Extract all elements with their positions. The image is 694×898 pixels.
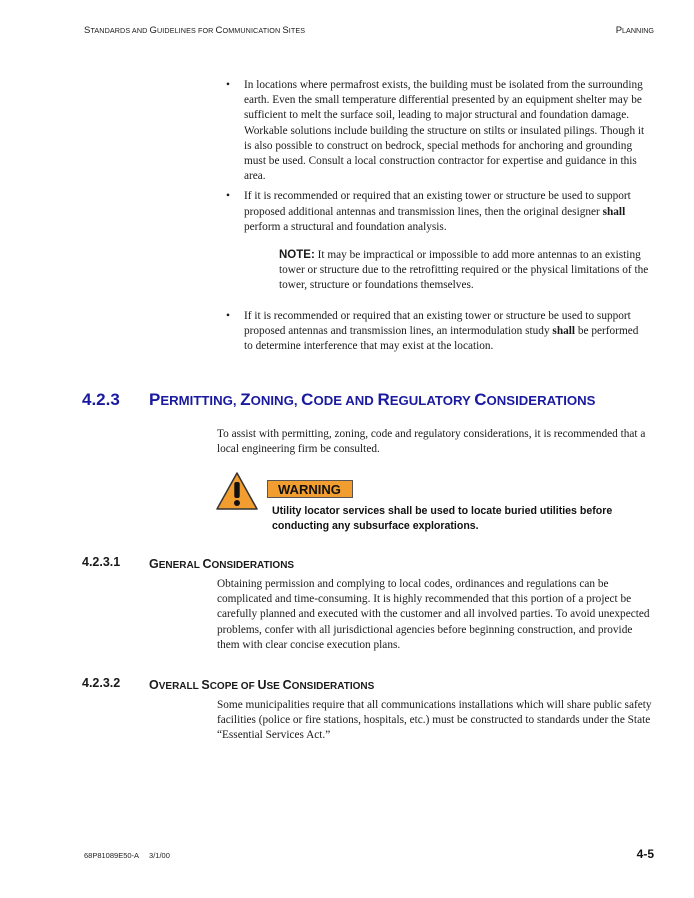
running-header-left-part: COMMUNICATION bbox=[215, 25, 283, 36]
running-header-left-part: SITES bbox=[282, 25, 306, 36]
list-item bbox=[226, 78, 646, 184]
bullet-text-bold: shall bbox=[552, 325, 576, 338]
bullet-icon: • bbox=[226, 310, 230, 322]
section-title: PERMITTING, ZONING, CODE AND REGULATORY CONSIDERATIONS bbox=[149, 390, 596, 409]
running-header-left-part: GUIDELINES FOR bbox=[149, 25, 216, 36]
warning-label: WARNING bbox=[267, 480, 353, 498]
subsection-title: OVERALL SCOPE OF USE CONSIDERATIONS bbox=[149, 678, 375, 692]
note-block bbox=[279, 248, 651, 294]
subsection-body: Obtaining permission and complying to local codes, ordinances and regulations can be complicated and time-consuming. It is highly recommended that this portion of a project be carefully planned and executed with the customer and all involved parties. To avoid unexpected problems, confer with all jurisdictional agencies before beginning construction, and provide them with clear concise execution plans. bbox=[217, 578, 650, 651]
bullet-text-bold: shall bbox=[602, 205, 626, 218]
bullet-text-after: perform a structural and foundation analysis. bbox=[244, 220, 447, 233]
bullet-text: In locations where permafrost exists, the building must be isolated from the surrounding earth. Even the small temperature differential presented by an equipment shelter may be sufficient to melt the surface soil, leading to major structural and foundation damage. Workable solutions include building the structure on stilts or insulated pilings. Though it is also possible to construct on bedrock, special methods for anchoring and grounding must be used. Consult a local construction contractor for expertise and guidance in this area. bbox=[244, 79, 645, 183]
subsection-number: 4.2.3.1 bbox=[82, 555, 121, 569]
note-text: It may be impractical or impossible to add more antennas to an existing tower or structure due to the retrofitting required or the physical limitations of the tower, structure or foundations themselves. bbox=[279, 249, 649, 292]
bullet-icon: • bbox=[226, 79, 230, 91]
subsection-number: 4.2.3.2 bbox=[82, 676, 121, 690]
bullet-icon: • bbox=[226, 190, 230, 203]
subsection-body: Some municipalities require that all communications installations which will share public safety facilities (police or fire stations, hospitals, etc.) must be constructed to standards under the State “Essential Services Act.” bbox=[217, 699, 652, 742]
running-header-left bbox=[84, 25, 305, 36]
list-item bbox=[226, 309, 646, 355]
bullet-list bbox=[226, 78, 646, 240]
subsection-title: GENERAL CONSIDERATIONS bbox=[149, 557, 295, 571]
running-header-left-part: STANDARDS AND bbox=[84, 25, 150, 36]
footer-doc-number: 68P81089E50-A bbox=[84, 851, 140, 860]
section-number: 4.2.3 bbox=[82, 390, 120, 409]
footer-date: 3/1/00 bbox=[149, 851, 170, 860]
warning-text: Utility locator services shall be used to locate buried utilities before conducting any subsurface explorations. bbox=[272, 505, 613, 532]
running-header-right: PLANNING bbox=[615, 25, 654, 36]
footer-doc-info bbox=[84, 851, 170, 860]
page-number: 4-5 bbox=[636, 847, 654, 861]
bullet-text-before: If it is recommended or required that an existing tower or structure be used to support proposed antennas and transmission lines, an intermodulation study bbox=[244, 310, 631, 338]
warning-icon bbox=[216, 472, 258, 510]
list-item bbox=[226, 189, 646, 235]
section-intro: To assist with permitting, zoning, code and regulatory considerations, it is recommended that a local engineering firm be consulted. bbox=[217, 428, 646, 456]
bullet-list-2 bbox=[226, 309, 646, 360]
bullet-text-after: be performed to determine interference that may exist at the location. bbox=[244, 325, 639, 353]
note-label: NOTE: bbox=[279, 249, 315, 261]
bullet-text-before: If it is recommended or required that an existing tower or structure be used to support proposed additional antennas and transmission lines, then the original designer bbox=[244, 190, 631, 218]
